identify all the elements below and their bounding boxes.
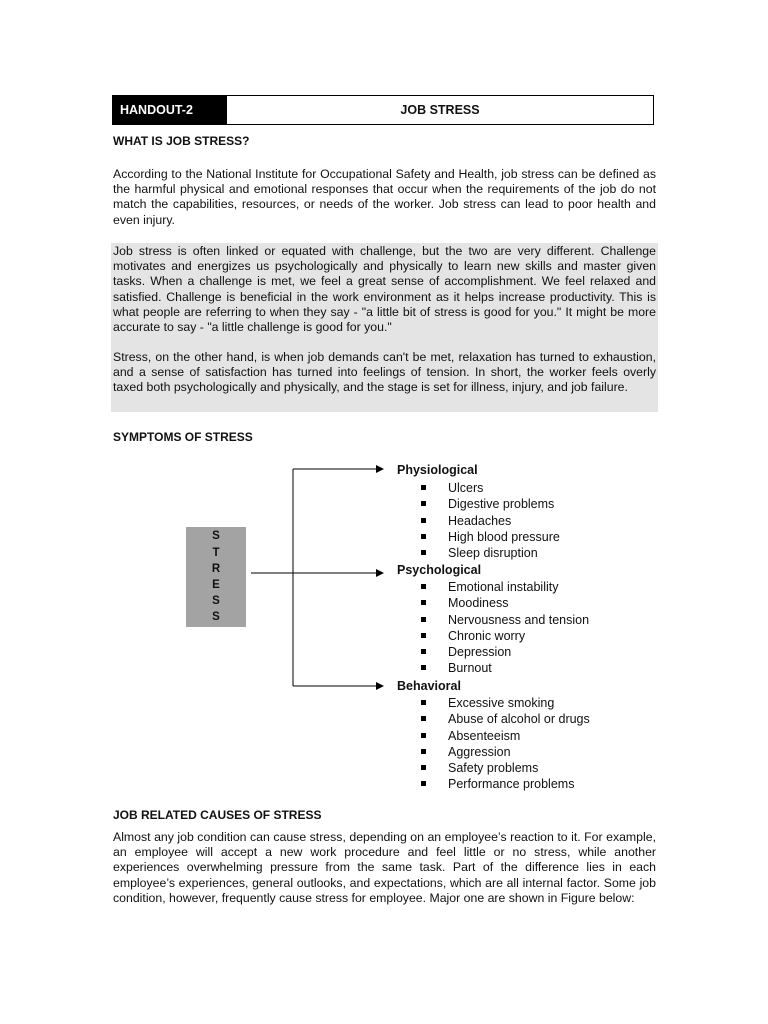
- bullet-icon: [421, 781, 426, 786]
- section-heading-symptoms: SYMPTOMS OF STRESS: [113, 430, 253, 444]
- list-psychological: [421, 579, 589, 677]
- stress-letter: S: [212, 611, 220, 624]
- list-item: High blood pressure: [421, 529, 560, 545]
- stress-letter: E: [212, 579, 220, 591]
- list-item: Headaches: [421, 513, 560, 529]
- list-item: Moodiness: [421, 595, 589, 611]
- handout-title: JOB STRESS: [400, 103, 480, 117]
- bullet-icon: [421, 584, 426, 589]
- list-item: Sleep disruption: [421, 545, 560, 561]
- category-behavioral: Behavioral: [397, 679, 461, 693]
- list-physiological: [421, 480, 560, 561]
- stress-box: [186, 527, 246, 627]
- bullet-icon: [421, 600, 426, 605]
- category-psychological: Psychological: [397, 563, 482, 577]
- list-item: Abuse of alcohol or drugs: [421, 711, 590, 727]
- list-item: Depression: [421, 644, 589, 660]
- bullet-icon: [421, 733, 426, 738]
- list-item: Safety problems: [421, 760, 590, 776]
- arrowhead-behavioral: [376, 682, 384, 690]
- bullet-icon: [421, 649, 426, 654]
- arrowhead-physiological: [376, 465, 384, 473]
- section-heading-job-related-causes: JOB RELATED CAUSES OF STRESS: [113, 808, 322, 822]
- bullet-icon: [421, 534, 426, 539]
- list-item: Burnout: [421, 660, 589, 676]
- bullet-icon: [421, 700, 426, 705]
- list-item: Aggression: [421, 744, 590, 760]
- list-item: Performance problems: [421, 776, 590, 792]
- list-item: Chronic worry: [421, 628, 589, 644]
- list-item: Excessive smoking: [421, 695, 590, 711]
- paragraph-definition: According to the National Institute for Occupational Safety and Health, job stress can be defined as the harmful physical and emotional responses that occur when the requirements of the job do not match the capabilities, resources, or needs of the worker. Job stress can lead to poor health and even injury.: [113, 167, 656, 227]
- list-item: Absenteeism: [421, 728, 590, 744]
- bullet-icon: [421, 633, 426, 638]
- handout-label: HANDOUT-2: [113, 96, 227, 124]
- category-physiological: Physiological: [397, 463, 478, 477]
- stress-letter: T: [212, 546, 220, 559]
- paragraph-causes: Almost any job condition can cause stress, depending on an employee’s reaction to it. For example, an employee will accept a new work procedure and feel little or no stress, while another experiences overwhelming pressure from the same task. Part of the difference lies in each employee’s experiences, general outlooks, and expectations, which are all internal factor. Some job condition, however, frequently cause stress for employee. Major one are shown in Figure below:: [113, 830, 656, 905]
- section-heading-what-is-job-stress: WHAT IS JOB STRESS?: [113, 134, 250, 148]
- paragraph-stress: Stress, on the other hand, is when job demands can't be met, relaxation has turned to exhaustion, and a sense of satisfaction has turned into feelings of tension. In short, the worker feels overly taxed both psychologically and physically, and the stage is set for illness, injury, and job failure.: [113, 350, 656, 395]
- bullet-icon: [421, 749, 426, 754]
- list-item: Digestive problems: [421, 496, 560, 512]
- stress-letter: S: [212, 595, 220, 608]
- bullet-icon: [421, 550, 426, 555]
- list-item: Nervousness and tension: [421, 612, 589, 628]
- paragraph-challenge: Job stress is often linked or equated with challenge, but the two are very different. Challenge motivates and energizes us psychologically and physically to learn new skills and master given tasks. When a challenge is met, we feel a great sense of accomplishment. We feel relaxed and satisfied. Challenge is beneficial in the work environment as it helps increase productivity. This is what people are referring to when they say - "a little bit of stress is good for you." It might be more accurate to say - "a little challenge is good for you.": [113, 244, 656, 335]
- list-item: Ulcers: [421, 480, 560, 496]
- bullet-icon: [421, 501, 426, 506]
- stress-letter: R: [211, 562, 221, 575]
- bullet-icon: [421, 765, 426, 770]
- bullet-icon: [421, 665, 426, 670]
- list-item: Emotional instability: [421, 579, 589, 595]
- bullet-icon: [421, 485, 426, 490]
- stress-letter: S: [212, 530, 220, 543]
- list-behavioral: [421, 695, 590, 793]
- arrowhead-psychological: [376, 569, 384, 577]
- bullet-icon: [421, 617, 426, 622]
- bullet-icon: [421, 716, 426, 721]
- bullet-icon: [421, 518, 426, 523]
